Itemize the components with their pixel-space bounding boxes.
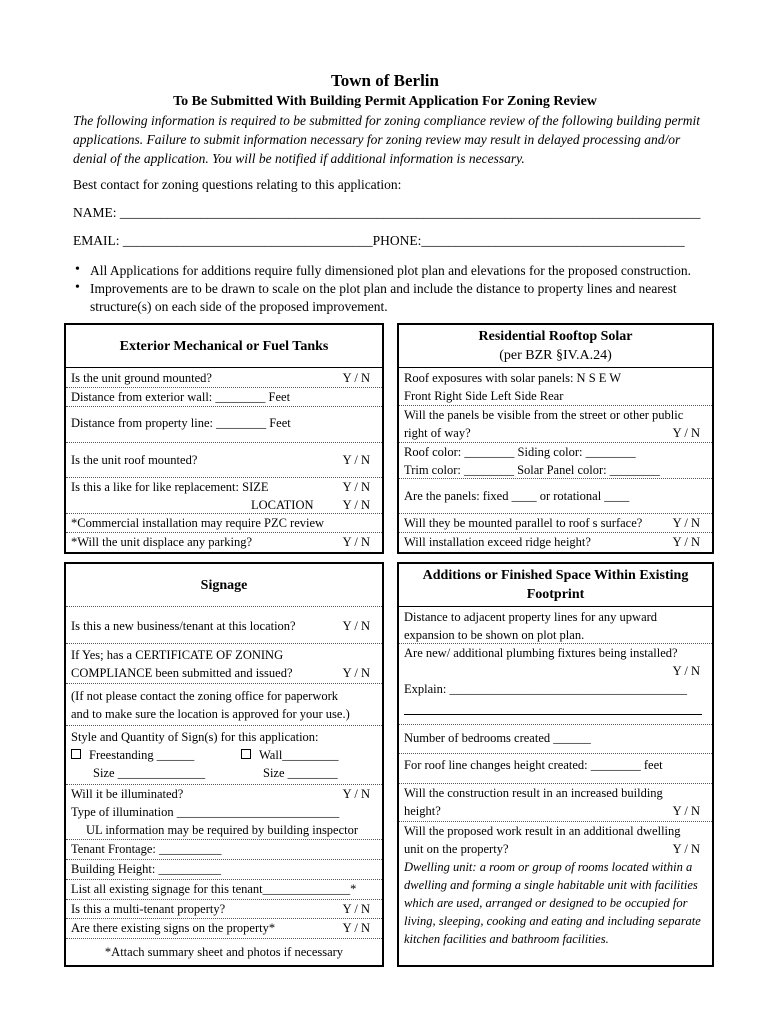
yn-choice[interactable]: Y / N [342, 480, 370, 494]
yn-choice[interactable]: Y / N [342, 498, 370, 512]
dwelling-unit-row: Will the proposed work result in an additional dwelling unit on the property? Y / N [404, 824, 700, 856]
email-phone-field[interactable]: EMAIL: _____________________________________PHONE:_______________________________________ [73, 233, 685, 248]
attach-note: *Attach summary sheet and photos if necessary [104, 945, 344, 959]
yn-choice[interactable]: Y / N [342, 453, 370, 467]
additions-heading: Additions or Finished Space Within Existing Footprint [399, 564, 712, 607]
paperwork-note: (If not please contact the zoning office for paperwork and to make sure the location is approved for your use.) [66, 684, 382, 726]
existing-signs-row: Are there existing signs on the property* Y / N [66, 919, 382, 939]
yn-choice[interactable]: Y / N [342, 666, 370, 680]
size-field[interactable]: Size ________ [263, 766, 338, 780]
height-row[interactable]: Building Height: __________ [66, 860, 382, 880]
ground-mounted-row: Is the unit ground mounted? Y / N [66, 369, 382, 388]
parking-row: *Will the unit displace any parking? Y / N [71, 535, 370, 549]
visible-row: Will the panels be visible from the street or other public right of way? Y / N [399, 405, 712, 443]
yn-choice[interactable]: Y / N [342, 371, 370, 385]
commercial-note: *Commercial installation may require PZC review [66, 514, 382, 533]
yn-choice[interactable]: Y / N [342, 921, 370, 935]
yn-choice[interactable]: Y / N [672, 804, 700, 818]
mechanical-heading: Exterior Mechanical or Fuel Tanks [66, 325, 382, 368]
explain-row[interactable]: Explain: ______________________________________ [399, 680, 712, 732]
list-item: • Improvements are to be drawn to scale on the plot plan and include the distance to property lines and nearest structure(s) on each side of the proposed improvement. [73, 280, 723, 316]
bedrooms-row[interactable]: Number of bedrooms created ______ [399, 724, 712, 754]
requirements-list [73, 262, 723, 316]
roof-mounted-row: Is the unit roof mounted? Y / N [66, 443, 382, 478]
building-height-row: Will the construction result in an increased building height? Y / N [399, 784, 712, 822]
yn-choice[interactable]: Y / N [672, 842, 700, 856]
size-field[interactable]: Size ______________ [93, 766, 206, 780]
property-line-row[interactable]: Distance from property line: ________ Feet [66, 407, 382, 443]
yn-choice[interactable]: Y / N [342, 619, 370, 633]
mechanical-section [64, 323, 384, 554]
page-title: Town of Berlin [330, 71, 439, 90]
yn-choice[interactable]: Y / N [672, 516, 700, 530]
yn-choice[interactable]: Y / N [342, 902, 370, 916]
yn-choice[interactable]: Y / N [672, 664, 700, 678]
page-subtitle: To Be Submitted With Building Permit Application For Zoning Review [173, 94, 597, 109]
illuminated-row: Will it be illuminated? Y / N [71, 787, 370, 801]
plumbing-row: Are new/ additional plumbing fixtures being installed? Y / N [404, 646, 700, 678]
best-contact-label: Best contact for zoning questions relating to this application: [73, 177, 402, 192]
roofline-row[interactable]: For roof line changes height created: ________ feet [399, 754, 712, 784]
certificate-row: If Yes; has a CERTIFICATE OF ZONING COMPLIANCE been submitted and issued? Y / N [66, 644, 382, 684]
sign-style-row: Style and Quantity of Sign(s) for this application: Freestanding ______ Wall_________ Size ______________ Size ________ [66, 726, 382, 785]
solar-section [397, 323, 714, 554]
existing-signage-row[interactable]: List all existing signage for this tenant______________* [66, 880, 382, 900]
name-field[interactable]: NAME: ______________________________________________________________________________________ [73, 205, 701, 220]
wall-checkbox[interactable] [241, 749, 251, 759]
multi-tenant-row: Is this a multi-tenant property? Y / N [66, 900, 382, 919]
signage-section [64, 562, 384, 967]
freestanding-checkbox[interactable] [71, 749, 81, 759]
frontage-row[interactable]: Tenant Frontage: __________ [66, 840, 382, 860]
list-item: • All Applications for additions require fully dimensioned plot plan and elevations for the proposed construction. [73, 262, 723, 280]
distance-note: Distance to adjacent property lines for any upward expansion to be shown on plot plan. [399, 608, 712, 644]
additions-section [397, 562, 714, 967]
replacement-row: Is this a like for like replacement: SIZE Y / N LOCATION Y / N [66, 478, 382, 514]
intro-paragraph: The following information is required to be submitted for zoning compliance review of the following building permit applications. Failure to submit information necessary for zoning review may result in delayed processing and/or denial of the application. You will be notified if additional information is necessary. [73, 113, 700, 166]
ul-note: UL information may be required by building inspector [66, 821, 382, 840]
solar-heading: Residential Rooftop Solar (per BZR §IV.A.24) [399, 325, 712, 368]
yn-choice[interactable]: Y / N [342, 535, 370, 549]
yn-choice[interactable]: Y / N [342, 787, 370, 801]
panel-type-row[interactable]: Are the panels: fixed ____ or rotational ____ [399, 479, 712, 514]
illumination-type-row[interactable]: Type of illumination __________________________ [71, 805, 340, 819]
parallel-row: Will they be mounted parallel to roof s surface? Y / N [399, 514, 712, 533]
roof-exposure-row[interactable]: Roof exposures with solar panels: N S E W Front Right Side Left Side Rear [404, 371, 622, 403]
color-row[interactable]: Roof color: ________ Siding color: ________ Trim color: ________ Solar Panel color: ________ [399, 443, 712, 479]
signage-heading: Signage [200, 577, 248, 593]
new-business-row: Is this a new business/tenant at this location? Y / N [66, 606, 382, 644]
ridge-row: Will installation exceed ridge height? Y / N [404, 535, 700, 549]
dwelling-definition: Dwelling unit: a room or group of rooms located within a dwelling and forming a single habitable unit with facilities which are used, arranged or designed to be occupied for living, sleeping, cooking and eating and including separate kitchen facilities and bathroom facilities. [404, 860, 701, 946]
exterior-wall-row[interactable]: Distance from exterior wall: ________ Feet [66, 388, 382, 407]
yn-choice[interactable]: Y / N [672, 426, 700, 440]
yn-choice[interactable]: Y / N [672, 535, 700, 549]
